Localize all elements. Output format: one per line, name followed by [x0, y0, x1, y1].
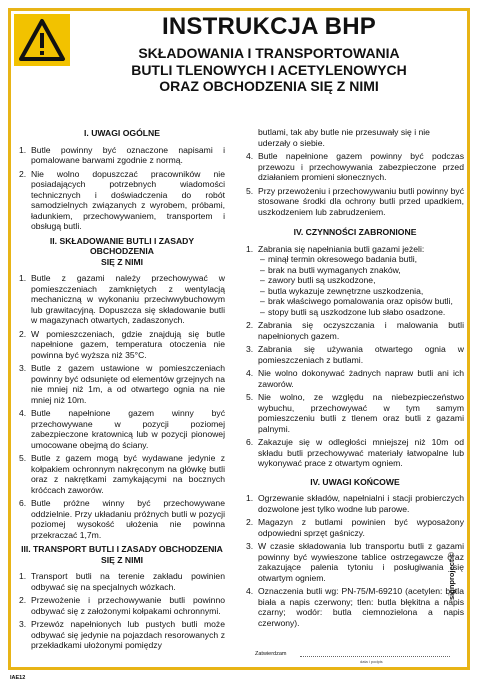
section-title-general: I. UWAGI OGÓLNE [84, 128, 160, 138]
page-subtitle: SKŁADOWANIA I TRANSPORTOWANIA BUTLI TLENOWYCH I ACETYLENOWYCH ORAZ OBCHODZENIA SIĘ Z NIMI [131, 45, 407, 94]
page-title: INSTRUKCJA BHP [162, 13, 376, 40]
list-item: 2. Nie wolno dopuszczać pracowników nie posiadających potrzebnych wiadomości technicznych i doświadczenia do robót samodzielnych związanych z wyrobem, próbami, ładunkiem, przechowywaniem, transportem i obsługą butli. [19, 168, 225, 231]
section-title-storage: II. SKŁADOWANIE BUTLI I ZASADY OBCHODZENIA SIĘ Z NIMI [49, 235, 195, 267]
transport-continuation: butlami, tak aby butle nie przesuwały się i nie uderzały o siebie. [258, 127, 430, 148]
page-title-block [70, 15, 468, 95]
list-item: 4. Butle napełnione gazem winny być przechowywane w pozycji poziomej zabezpieczone kratownicą lub w pozycji pionowej umocowane obejmą do ściany. [19, 408, 225, 450]
list-item: 5. Butle z gazem mogą być wydawane jedynie z kołpakiem ochronnym nakręconym na główkę butli oraz z nakrętkami zamykającymi na bocznych króćcach zaworów. [19, 453, 225, 495]
prohibited-list-continued [246, 320, 464, 469]
warning-triangle-icon [14, 14, 70, 66]
list-item: 1. Butle powinny być oznaczone napisami i pomalowane barwami zgodnie z normą. [19, 144, 225, 165]
list-item: 6. Butle próżne winny być przechowywane oddzielnie. Przy układaniu próżnych butli w pozycji poziomej wysokość ułożenia nie powinna przekraczać 1,7m. [19, 498, 225, 540]
right-column [246, 127, 464, 631]
section-title-prohibited: IV. CZYNNOŚCI ZABRONIONE [293, 227, 417, 237]
list-item: 5. Przy przewożeniu i przechowywaniu butli powinny być stosowane środki dla ochrony butli przed upadkiem, uszkodzeniem lub zabrudzeniem. [246, 185, 464, 217]
transport-list-continued [246, 151, 464, 217]
prohibited-sublist [246, 254, 464, 317]
list-item: 4. Nie wolno dokonywać żadnych napraw butli ani ich zaworów. [246, 368, 464, 389]
list-item: 3. Butle z gazem ustawione w pomieszczeniach powinny być odsunięte od elementów grzejnych na nie mniej niż 1m, a od otwartego ognia na nie mniej niż 10m. [19, 363, 225, 405]
list-item: 1. Zabrania się napełniania butli gazami jeżeli: [246, 243, 425, 254]
list-item: 6. Zakazuje się w odległości mniejszej niż 10m od składu butli przechowywać materiały łatwopalne lub wykonywać prace z otwartym ogniem. [246, 437, 464, 468]
sub-item: – zawory butli są uszkodzone, [260, 275, 376, 285]
transport-list [19, 571, 225, 651]
prohibited-list [246, 244, 464, 255]
list-item: 2. Magazyn z butlami powinien być wyposażony odpowiedni sprzęt gaśniczy. [246, 517, 464, 538]
approval-label: Zatwierdzam [255, 651, 287, 657]
list-item: 1. Ogrzewanie składów, napełnialni i stacji probierczych dozwolone jest tylko wodne lub parowe. [246, 493, 464, 514]
signature-caption: data i podpis [360, 659, 383, 664]
storage-list [19, 273, 225, 540]
left-column [19, 128, 225, 654]
sub-item: – butla wykazuje zewnętrzne uszkodzenia, [260, 285, 424, 296]
section-title-transport: III. TRANSPORT BUTLI I ZASADY OBCHODZENIA SIĘ Z NIMI [21, 544, 223, 565]
sub-item: – brak właściwego pomalowania oraz opisów butli, [260, 296, 453, 306]
signature-line [300, 656, 450, 657]
list-item: 2. Przewożenie i przechowywanie butli powinno odbywać się z założonymi kołpakami ochronnymi. [19, 595, 225, 616]
list-item: 2. W pomieszczeniach, gdzie znajdują się butle napełnione gazem, temperatura otoczenia nie powinna być wyższa niż 35°C. [19, 328, 225, 360]
general-list [19, 145, 225, 232]
sub-item: – brak na butli wymaganych znaków, [260, 264, 401, 275]
list-item: 1. Butle z gazami należy przechowywać w pomieszczeniach zamkniętych z wentylacją mechaniczną w wykonaniu przeciwwybuchowym lub grawitacyjną. Dopuszcza się składowanie butli w magazynach otwartych, zadaszonych. [19, 273, 225, 325]
product-code: IAE12 [10, 675, 26, 681]
section-title-final-notes: IV. UWAGI KOŃCOWE [310, 476, 400, 487]
list-item: 4. Oznaczenia butli wg: PN-75/M-69210 (acetylen: butla biała a napis czerwony; tlen: butla błękitna a napis czarny; wodór: butla ciemnozielona a napis czerwony). [246, 586, 464, 628]
list-item: 5. Nie wolno, ze względu na niebezpieczeństwo wybuchu, przechowywać w tym samym pomieszczeniu butli z tlenem oraz butli z gazami palnymi. [246, 392, 464, 434]
sub-item: – minął termin okresowego badania butli, [260, 254, 418, 264]
list-item: 4. Butle napełnione gazem powinny być podczas przewozu i przechowywania zabezpieczone przed działaniem promieni słonecznych. [246, 151, 464, 182]
warning-icon-box [14, 14, 70, 66]
brand-mark: signproject © [447, 551, 456, 600]
sub-item: – stopy butli są uszkodzone lub słabo osadzone. [260, 306, 446, 317]
list-item: 3. W czasie składowania lub transportu butli z gazami powinny być wywieszone tablice ostrzegawcze oraz zakazujące palenia tytoniu i posługiwania się otwartym ogniem. [246, 541, 464, 583]
list-item: 1. Transport butli na terenie zakładu powinien odbywać się na specjalnych wózkach. [19, 571, 225, 592]
list-item: 3. Zabrania się używania otwartego ognia w pomieszczeniach z butlami. [246, 344, 464, 365]
final-notes-list [246, 493, 464, 628]
list-item: 3. Przewóz napełnionych lub pustych butli może odbywać się jedynie na pojazdach resorowanych z przekładkami ułożonymi pomiędzy [19, 619, 225, 650]
list-item: 2. Zabrania się oczyszczania i malowania butli napełnionych gazem. [246, 320, 464, 341]
